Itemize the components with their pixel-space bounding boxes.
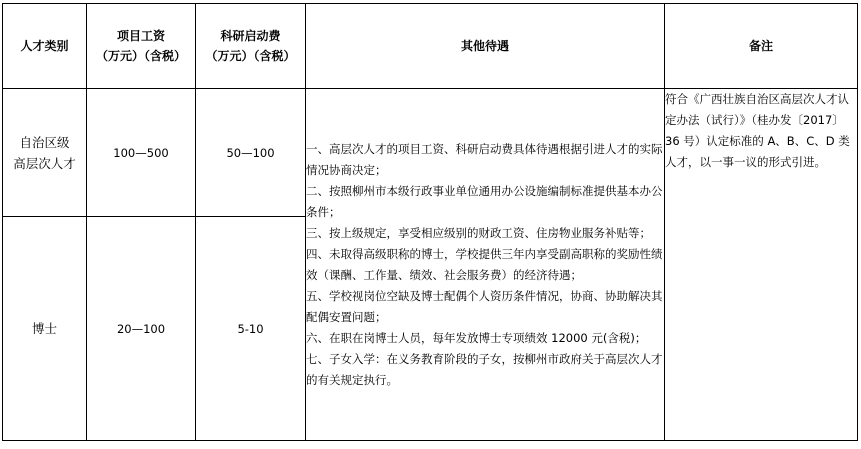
header-startup-unit: （万元）（含税） xyxy=(205,49,296,63)
benefit-item: 四、未取得高级职称的博士，学校提供三年内享受副高职称的奖励性绩效（课酬、工作量、绩效、社会服务费）的经济待遇； xyxy=(306,246,663,282)
header-benefits: 其他待遇 xyxy=(306,4,665,89)
category-text: 博士 xyxy=(31,321,57,336)
benefit-item: 三、按上级规定，享受相应级别的财政工资、住房物业服务补贴等； xyxy=(306,225,651,240)
category-cell xyxy=(3,217,87,441)
notes-cell xyxy=(665,89,858,441)
header-startup-title: 科研启动费 xyxy=(220,29,281,43)
benefits-cell xyxy=(306,89,665,441)
salary-cell: 100—500 xyxy=(87,89,196,217)
benefit-item: 二、按照柳州市本级行政事业单位通用办公设施编制标准提供基本办公条件； xyxy=(306,183,663,219)
header-salary-unit: （万元）（含税） xyxy=(95,49,186,63)
category-text: 自治区级 xyxy=(19,134,70,150)
startup-cell: 5-10 xyxy=(196,217,306,441)
header-row xyxy=(3,4,858,89)
header-startup xyxy=(196,4,306,89)
notes-text: 符合《广西壮族自治区高层次人才认定办法（试行）》（桂办发〔2017〕36 号）认定标准的 A、B、C、D 类人才，以一事一议的形式引进。 xyxy=(665,92,850,169)
benefit-item: 五、学校视岗位空缺及博士配偶个人资历条件情况，协商、协助解决其配偶安置问题； xyxy=(306,288,663,324)
startup-cell: 50—100 xyxy=(196,89,306,217)
header-salary xyxy=(87,4,196,89)
salary-cell: 20—100 xyxy=(87,217,196,441)
benefit-item: 七、子女入学：在义务教育阶段的子女，按柳州市政府关于高层次人才的有关规定执行。 xyxy=(306,351,663,387)
category-text: 高层次人才 xyxy=(13,155,76,171)
benefit-item: 六、在职在岗博士人员，每年发放博士专项绩效 12000 元(含税)； xyxy=(306,330,647,345)
category-cell xyxy=(3,89,87,217)
table-row xyxy=(3,89,858,217)
header-category: 人才类别 xyxy=(3,4,87,89)
header-salary-title: 项目工资 xyxy=(116,29,165,43)
talent-policy-table xyxy=(2,3,858,441)
header-notes: 备注 xyxy=(665,4,858,89)
benefit-item: 一、高层次人才的项目工资、科研启动费具体待遇根据引进人才的实际情况协商决定； xyxy=(306,141,663,177)
